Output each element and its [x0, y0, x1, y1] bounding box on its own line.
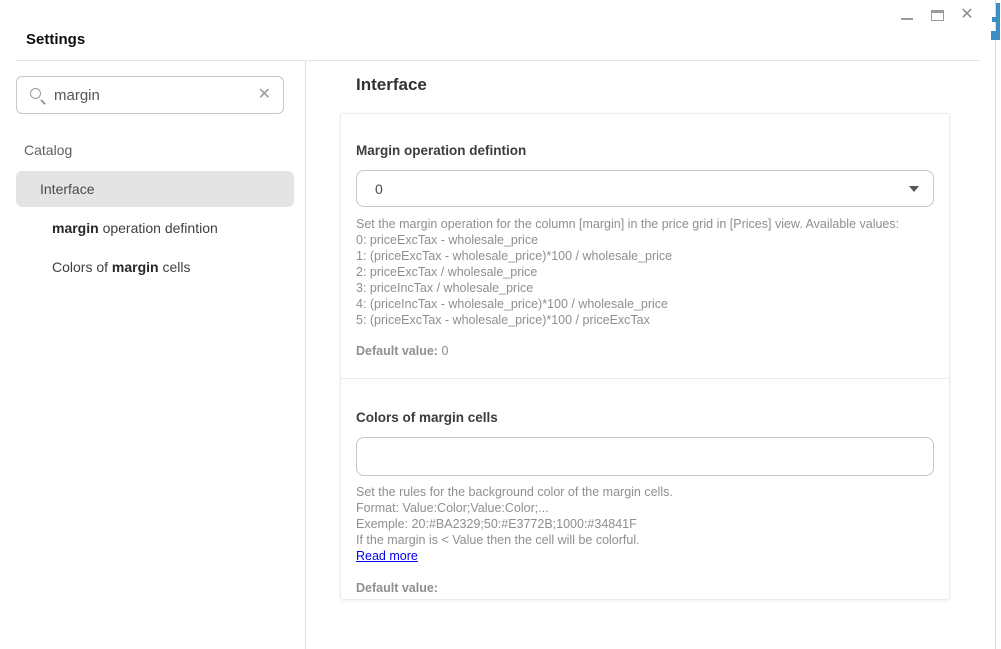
help-text: [356, 484, 934, 564]
settings-card: [340, 113, 950, 600]
sidebar-result-colors-of-margin[interactable]: [52, 259, 191, 275]
field-label-colors-of-margin: Colors of margin cells: [356, 410, 498, 425]
close-icon: ✕: [960, 6, 974, 23]
select-value: 0: [375, 180, 383, 197]
result-text-pre: Colors of: [52, 259, 112, 275]
page-title: Settings: [26, 31, 86, 48]
close-button[interactable]: [957, 4, 977, 26]
maximize-button[interactable]: [927, 4, 947, 26]
clear-search-button[interactable]: ✕: [257, 86, 271, 103]
search-input[interactable]: [54, 87, 249, 104]
section-margin-operation: [341, 114, 949, 379]
header-divider: [16, 60, 980, 61]
help-line: 1: (priceExcTax - wholesale_price)*100 / wholesale_price: [356, 249, 673, 263]
field-label-margin-operation: Margin operation defintion: [356, 143, 527, 158]
sidebar-item-label: Interface: [40, 181, 95, 197]
chevron-down-icon: [909, 186, 919, 192]
default-value-text: 0: [441, 344, 449, 358]
colors-of-margin-input[interactable]: [356, 437, 934, 476]
maximize-icon: [931, 10, 944, 21]
sidebar-divider: [305, 61, 306, 649]
default-value-row: [356, 581, 934, 595]
sidebar-group-catalog: Catalog: [24, 142, 73, 158]
help-line: 3: priceIncTax / wholesale_price: [356, 281, 534, 295]
help-line: 0: priceExcTax - wholesale_price: [356, 233, 539, 247]
help-line: If the margin is < Value then the cell will be colorful.: [356, 533, 640, 547]
result-text-post: operation defintion: [98, 220, 218, 236]
edge-artifact: [991, 31, 997, 40]
default-value-row: [356, 344, 934, 358]
result-text-match: margin: [111, 259, 159, 275]
window-controls: [897, 4, 977, 26]
help-text: [356, 216, 934, 328]
help-line: 2: priceExcTax / wholesale_price: [356, 265, 538, 279]
scrollbar-track: [995, 0, 996, 649]
help-line: Set the margin operation for the column [margin] in the price grid in [Prices] view. Available values:: [356, 217, 900, 231]
help-line: Exemple: 20:#BA2329;50:#E3772B;1000:#34841F: [356, 517, 637, 531]
help-line: Format: Value:Color;Value:Color;...: [356, 501, 549, 515]
margin-operation-select[interactable]: [356, 170, 934, 207]
default-value-label: Default value:: [356, 581, 438, 595]
help-line: 4: (priceIncTax - wholesale_price)*100 / wholesale_price: [356, 297, 668, 311]
section-colors-of-margin: [341, 379, 949, 595]
help-line: 5: (priceExcTax - wholesale_price)*100 / priceExcTax: [356, 313, 650, 327]
search-icon: [29, 87, 45, 103]
read-more-link[interactable]: Read more: [356, 549, 418, 563]
help-line: Set the rules for the background color of the margin cells.: [356, 485, 673, 499]
settings-search-box: [16, 76, 284, 114]
default-value-label: Default value:: [356, 344, 438, 358]
minimize-button[interactable]: [897, 4, 917, 26]
minimize-icon: [901, 18, 913, 20]
panel-heading: Interface: [356, 75, 427, 94]
edge-artifact: [992, 17, 996, 22]
sidebar-result-margin-operation[interactable]: [52, 220, 218, 236]
result-text-post: cells: [158, 259, 191, 275]
sidebar-item-interface[interactable]: [16, 171, 294, 207]
result-text-match: margin: [52, 220, 99, 236]
